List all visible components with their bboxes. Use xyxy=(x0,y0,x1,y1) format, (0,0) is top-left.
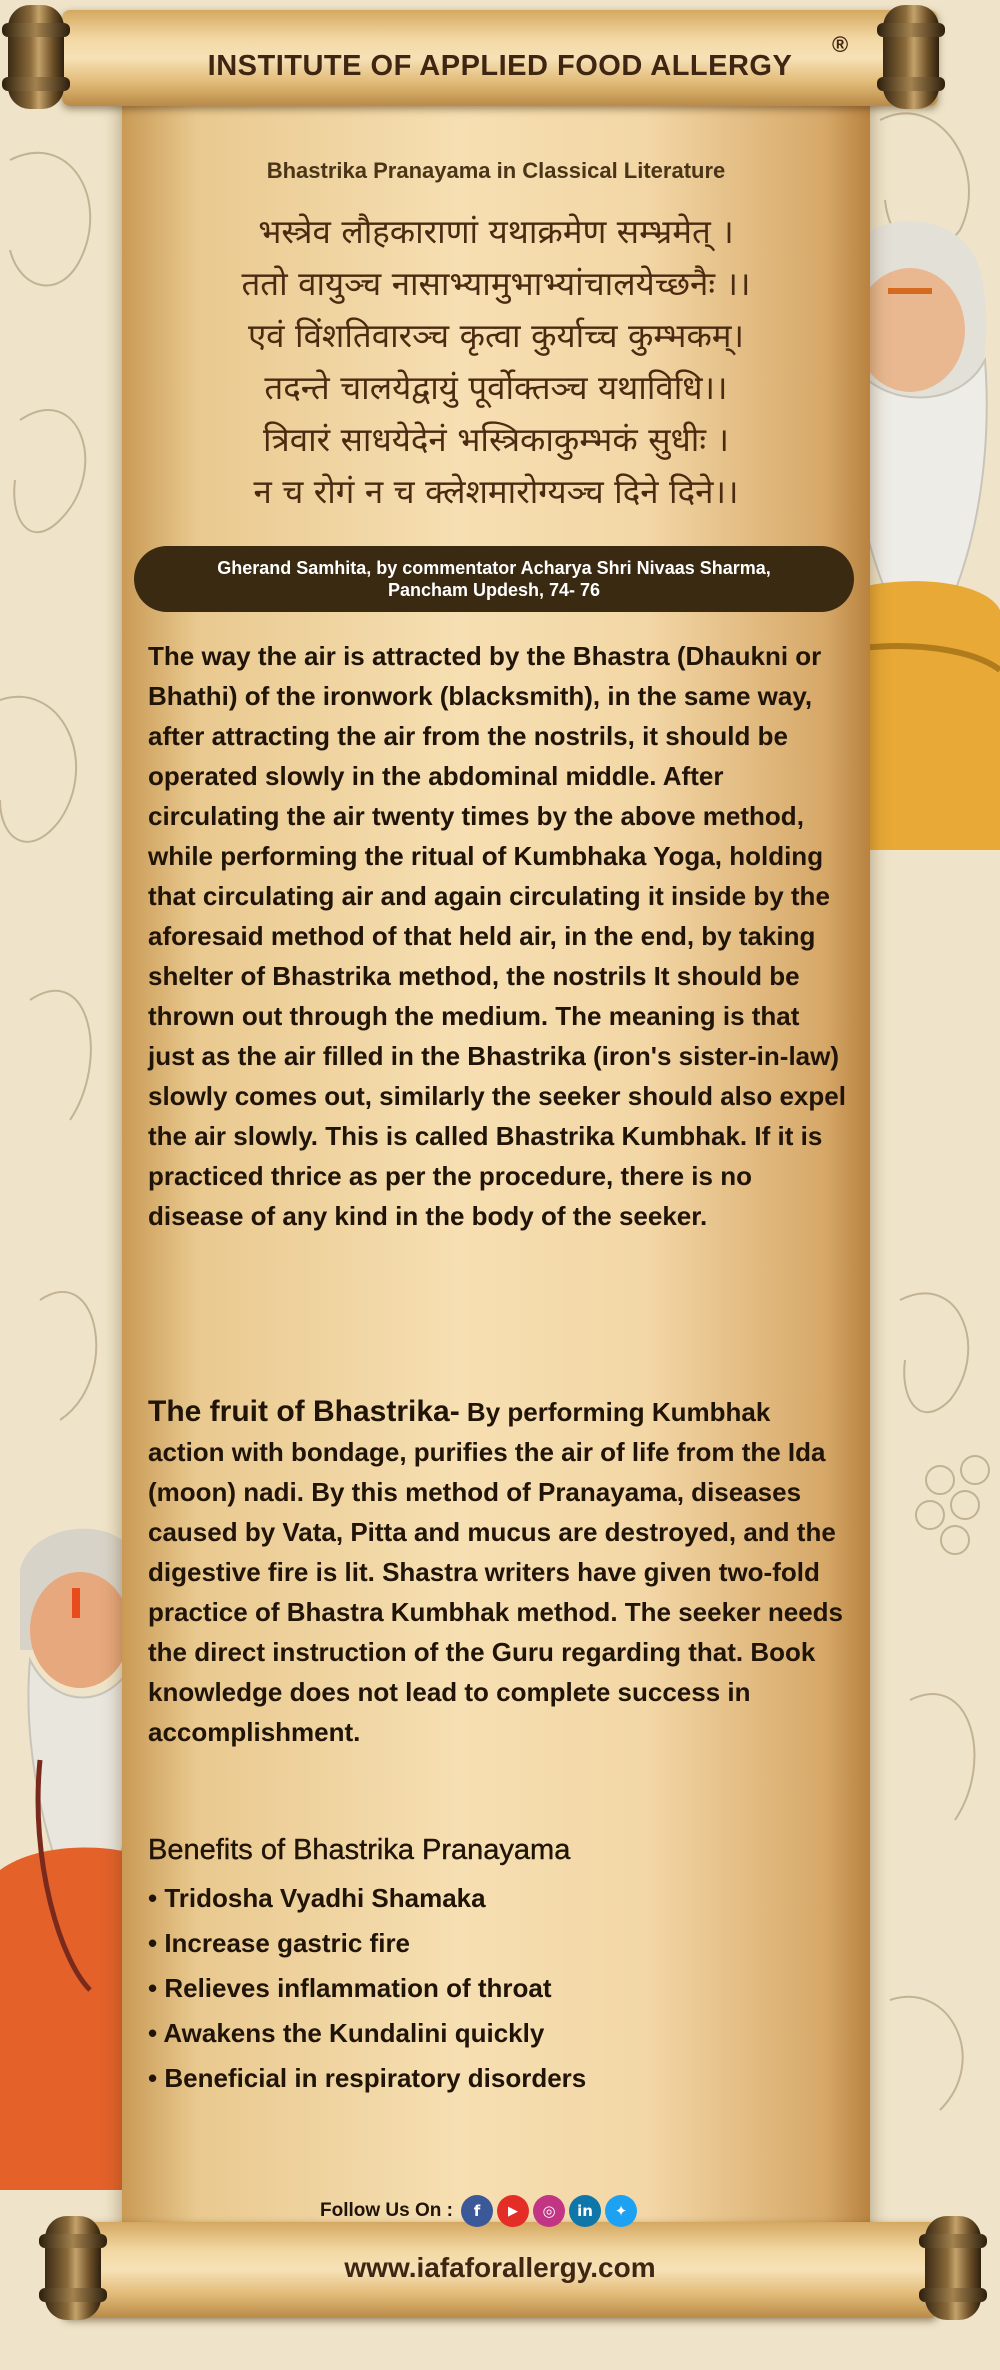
benefit-item: • Beneficial in respiratory disorders xyxy=(148,2063,587,2093)
instagram-icon[interactable]: ◎ xyxy=(533,2195,565,2227)
fruit-paragraph xyxy=(148,1392,848,1752)
shloka-line: तदन्ते चालयेद्वायुं पूर्वोक्तञ्च यथाविधि।। xyxy=(264,368,728,407)
facebook-icon[interactable]: f xyxy=(461,2195,493,2227)
follow-us-bar xyxy=(320,2195,641,2227)
benefit-item: • Increase gastric fire xyxy=(148,1928,411,1958)
shloka-line: त्रिवारं साधयेदेनं भस्त्रिकाकुम्भकं सुधीः । xyxy=(262,420,730,459)
shloka-line: ततो वायुञ्च नासाभ्यामुभाभ्यांचालयेच्छनैः ।। xyxy=(241,264,751,303)
benefit-item: • Tridosha Vyadhi Shamaka xyxy=(148,1883,486,1913)
benefit-item: • Awakens the Kundalini quickly xyxy=(148,2018,545,2048)
benefits-heading: Benefits of Bhastrika Pranayama xyxy=(148,1834,571,1866)
shloka-line: एवं विंशतिवारञ्च कृत्वा कुर्याच्च कुम्भकम्। xyxy=(247,316,745,355)
translation-paragraph: The way the air is attracted by the Bhastra (Dhaukni or Bhathi) of the ironwork (blacksmith), in the same way, after attracting the air from the nostrils, it should be operated slowly in the abdominal middle. After circulating the air twenty times by the above method, while performing the ritual of Kumbhaka Yoga, holding that circulating air and again circulating it inside by the aforesaid method of that held air, in the end, by taking shelter of Bhastrika method, the nostrils It should be thrown out through the medium. The meaning is that just as the air filled in the Bhastrika (iron's sister-in-law) slowly comes out, similarly the seeker should also expel the air slowly. This is called Bhastrika Kumbhak. If it is practiced thrice as per the procedure, there is no disease of any kind in the body of the seeker. xyxy=(148,641,846,1231)
shloka-line: न च रोगं न च क्लेशमारोग्यञ्च दिने दिने।। xyxy=(253,472,739,511)
shloka-line: भस्त्रेव लौहकाराणां यथाक्रमेण सम्भ्रमेत् । xyxy=(258,212,734,251)
citation-line: Pancham Updesh, 74- 76 xyxy=(387,580,601,600)
benefit-item: • Relieves inflammation of throat xyxy=(148,1973,552,2003)
fruit-text: By performing Kumbhak action with bondage, purifies the air of life from the Ida (moon) nadi. By this method of Pranayama, diseases caused by Vata, Pitta and mucus are destroyed, and the digestive fire is lit. Shastra writers have given two-fold practice of Bhastra Kumbhak method. The seeker needs the direct instruction of the Guru regarding that. Book knowledge does not lead to complete success in accomplishment. xyxy=(148,1397,843,1747)
section-subtitle: Bhastrika Pranayama in Classical Literature xyxy=(266,158,726,183)
registered-mark: ® xyxy=(832,32,849,57)
citation-banner xyxy=(134,546,854,612)
sanskrit-shloka xyxy=(122,206,870,518)
website-link[interactable]: www.iafaforallergy.com xyxy=(344,2252,656,2283)
header-title: INSTITUTE OF APPLIED FOOD ALLERGY xyxy=(207,50,793,82)
fruit-heading: The fruit of Bhastrika- xyxy=(148,1395,460,1428)
citation-line: Gherand Samhita, by commentator Acharya Shri Nivaas Sharma, xyxy=(217,558,771,578)
linkedin-icon[interactable]: in xyxy=(569,2195,601,2227)
youtube-icon[interactable]: ▶ xyxy=(497,2195,529,2227)
benefits-list xyxy=(148,1876,586,2101)
twitter-icon[interactable]: ✦ xyxy=(605,2195,637,2227)
follow-label: Follow Us On : xyxy=(320,2200,453,2221)
